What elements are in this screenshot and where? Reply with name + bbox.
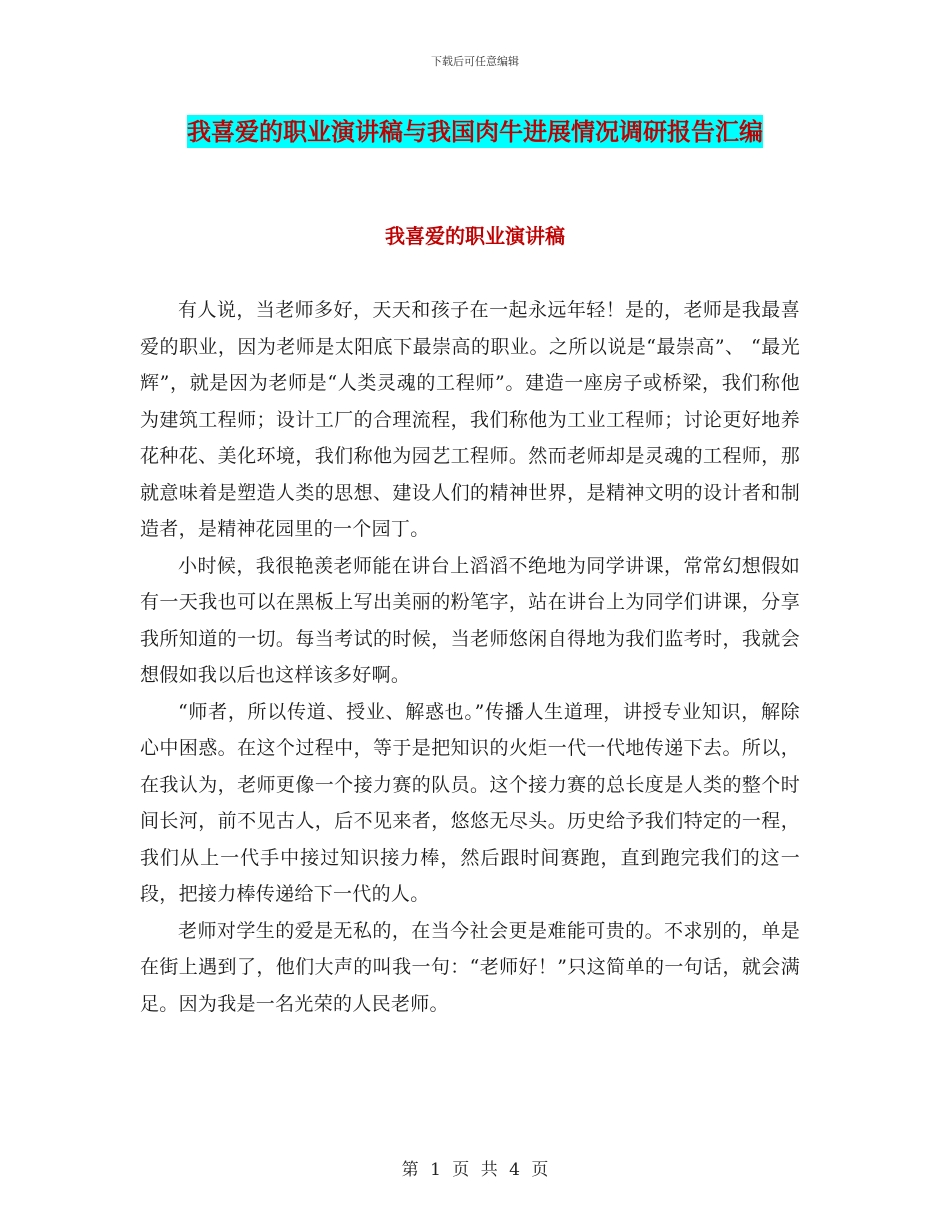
document-body bbox=[140, 292, 800, 1022]
paragraph: 小时候，我很艳羡老师能在讲台上滔滔不绝地为同学讲课，常常幻想假如有一天我也可以在黑板上写出美丽的粉笔字，站在讲台上为同学们讲课，分享我所知道的一切。每当考试的时候，当老师悠闲自得地为我们监考时，我就会想假如我以后也这样该多好啊。 bbox=[140, 554, 800, 686]
document-title bbox=[150, 110, 800, 154]
page-footer-number: 第 1 页 共 4 页 bbox=[401, 1160, 549, 1180]
section-title: 我喜爱的职业演讲稿 bbox=[385, 224, 565, 248]
page-header-note: 下载后可任意编辑 bbox=[431, 55, 519, 68]
paragraph: “师者，所以传道、授业、解惑也。”传播人生道理，讲授专业知识，解除心中困惑。在这个过程中，等于是把知识的火炬一代一代地传递下去。所以，在我认为，老师更像一个接力赛的队员。这个接力赛的总长度是人类的整个时间长河，前不见古人，后不见来者，悠悠无尽头。历史给予我们特定的一程，我们从上一代手中接过知识接力棒，然后跟时间赛跑，直到跑完我们的这一段，把接力棒传递给下一代的人。 bbox=[140, 700, 800, 905]
document-title-text: 我喜爱的职业演讲稿与我国肉牛进展情况调研报告汇编 bbox=[187, 117, 763, 146]
paragraph: 有人说，当老师多好，天天和孩子在一起永远年轻！是的，老师是我最喜爱的职业，因为老师是太阳底下最崇高的职业。之所以说是“最崇高”、 “最光辉”，就是因为老师是“人类灵魂的工程师”。建造一座房子或桥梁，我们称他为建筑工程师；设计工厂的合理流程，我们称他为工业工程师；讨论更好地养花种花、美化环境，我们称他为园艺工程师。然而老师却是灵魂的工程师，那就意味着是塑造人类的思想、建设人们的精神世界，是精神文明的设计者和制造者，是精神花园里的一个园丁。 bbox=[140, 299, 800, 540]
paragraph: 老师对学生的爱是无私的，在当今社会更是难能可贵的。不求别的，单是在街上遇到了，他们大声的叫我一句：“老师好！”只这简单的一句话，就会满足。因为我是一名光荣的人民老师。 bbox=[140, 919, 800, 1015]
